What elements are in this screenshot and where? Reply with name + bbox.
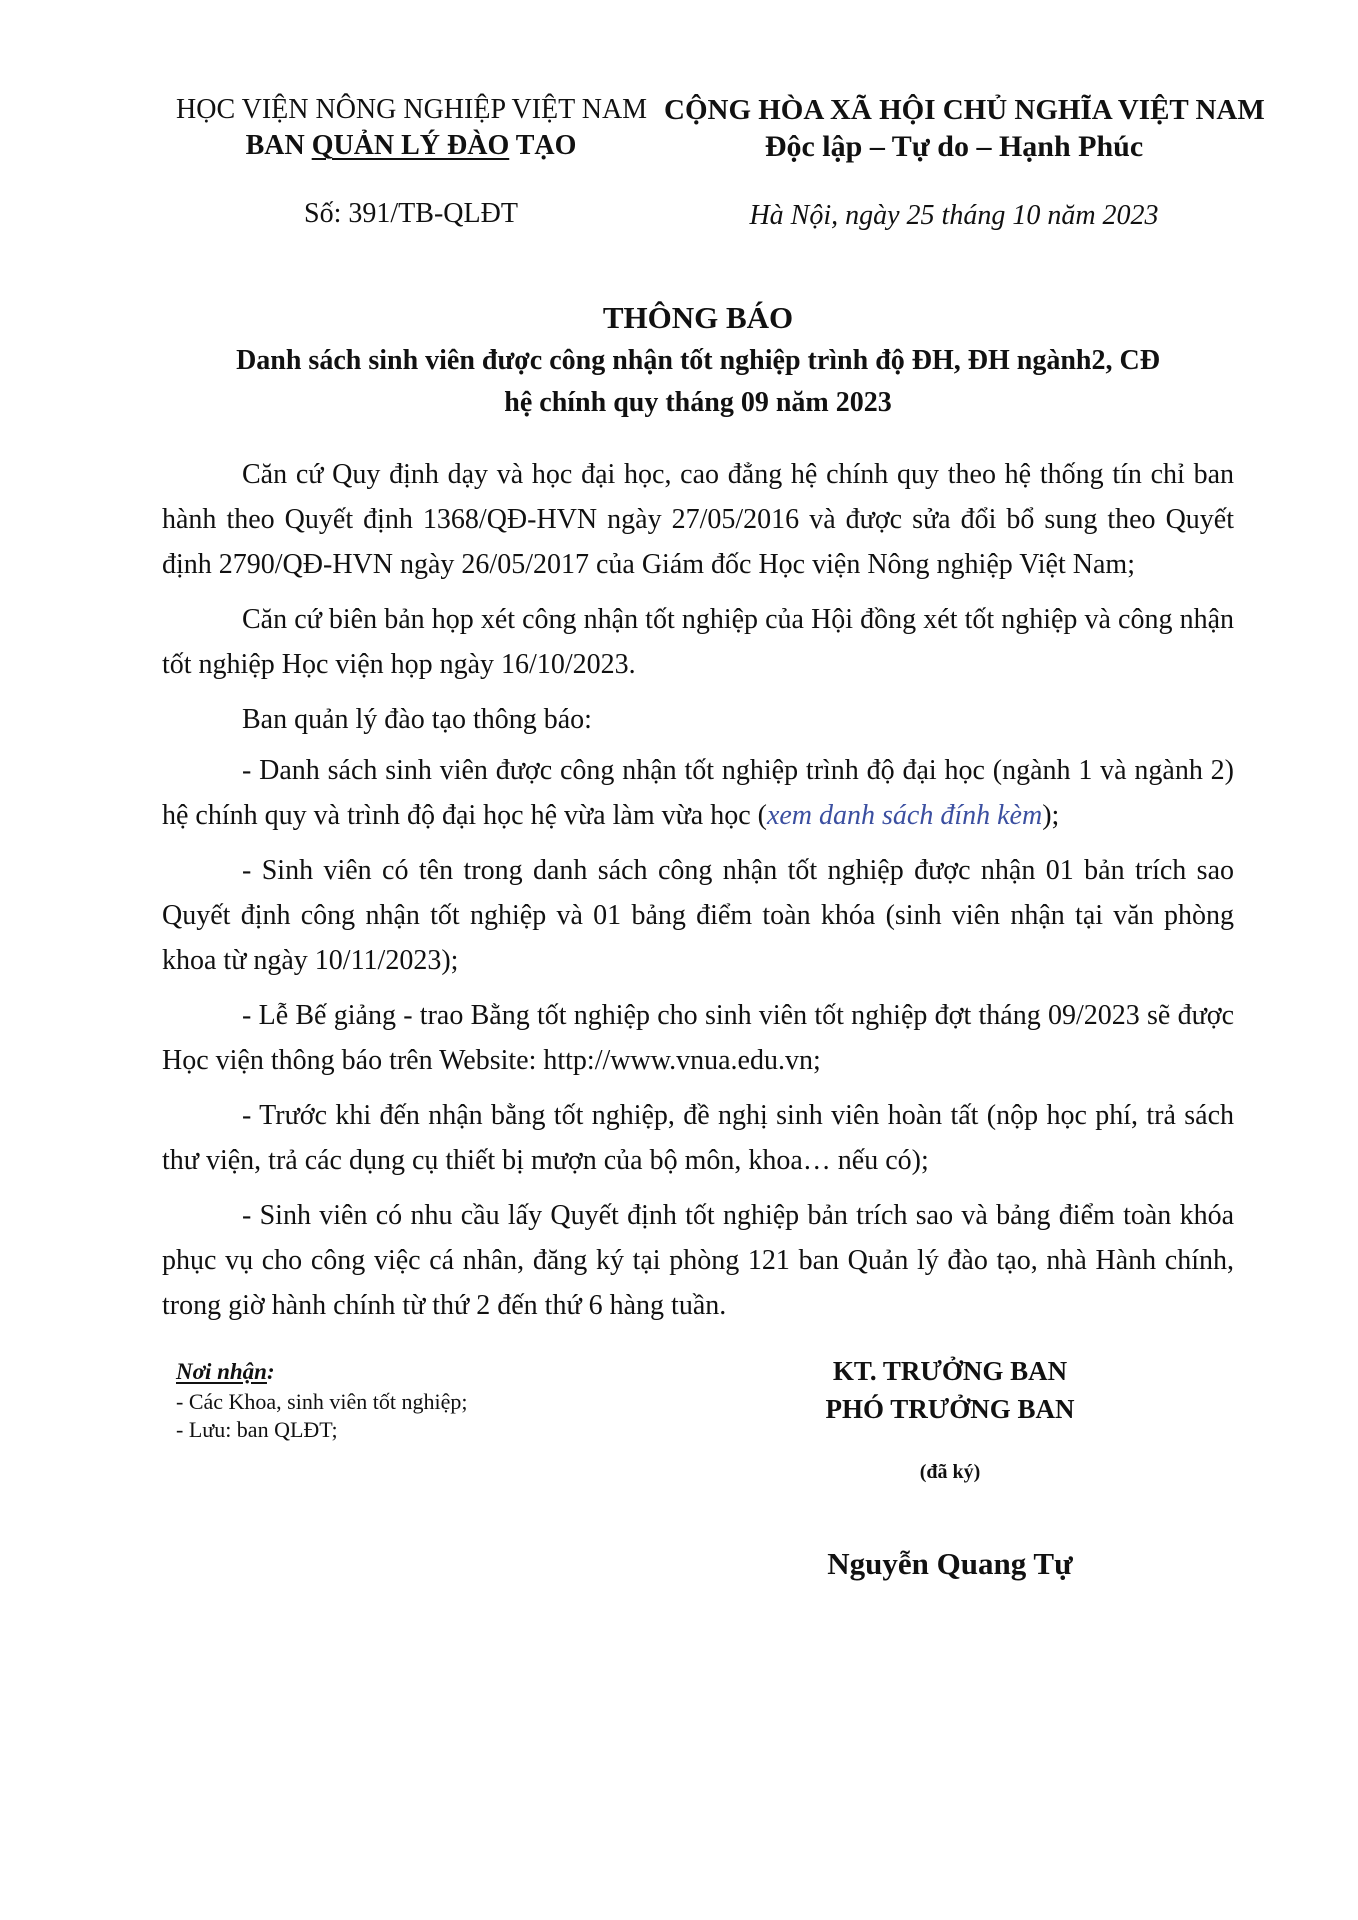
title-block xyxy=(160,296,1236,424)
national-motto: Độc lập – Tự do – Hạnh Phúc xyxy=(764,130,1144,163)
item-graduate-list xyxy=(162,748,1234,838)
org-department-underlined: QUẢN LÝ ĐÀO xyxy=(311,130,510,161)
org-department-suffix: TẠO xyxy=(509,130,577,161)
item-ceremony-end: ; xyxy=(812,1045,821,1076)
org-department xyxy=(176,128,646,164)
org-department-prefix: BAN xyxy=(245,130,312,161)
item-graduate-list-end: ); xyxy=(1042,800,1060,831)
paragraph-basis-regulation: Căn cứ Quy định dạy và học đại học, cao đẳng hệ chính quy theo hệ thống tín chỉ ban hành theo Quyết định 1368/QĐ-HVN ngày 27/05/2016 và được sửa đổi bổ sung theo Quyết định 2790/QĐ-HVN ngày 26/05/2017 của Giám đốc Học viện Nông nghiệp Việt Nam; xyxy=(162,459,1234,580)
website-link[interactable]: http://www.vnua.edu.vn xyxy=(543,1045,813,1076)
document-subtitle-line1: Danh sách sinh viên được công nhận tốt nghiệp trình độ ĐH, ĐH ngành2, CĐ xyxy=(236,345,1160,376)
attachment-link[interactable]: xem danh sách đính kèm xyxy=(766,800,1043,831)
recipients-block xyxy=(176,1356,636,1444)
paragraph-basis-meeting: Căn cứ biên bản họp xét công nhận tốt nghiệp của Hội đồng xét tốt nghiệp và công nhận tốt nghiệp Học viện họp ngày 16/10/2023. xyxy=(162,604,1234,680)
signer-role-secondary: PHÓ TRƯỞNG BAN xyxy=(825,1394,1075,1424)
document-number: Số: 391/TB-QLĐT xyxy=(304,198,518,229)
org-name: HỌC VIỆN NÔNG NGHIỆP VIỆT NAM xyxy=(176,94,648,125)
item-ceremony-text: - Lễ Bế giảng - trao Bằng tốt nghiệp cho sinh viên tốt nghiệp đợt tháng 09/2023 sẽ được Học viện thông báo trên Website: xyxy=(162,1000,1234,1076)
document-title: THÔNG BÁO xyxy=(602,300,794,335)
paragraph-announcement: Ban quản lý đào tạo thông báo: xyxy=(242,704,592,735)
nation-name: CỘNG HÒA XÃ HỘI CHỦ NGHĨA VIỆT NAM xyxy=(664,94,1265,126)
item-ceremony xyxy=(162,993,1234,1083)
issuing-organization xyxy=(176,92,646,164)
signer-role-primary: KT. TRƯỞNG BAN xyxy=(832,1356,1068,1386)
recipients-title-text: Nơi nhận xyxy=(176,1359,267,1384)
place-and-date: Hà Nội, ngày 25 tháng 10 năm 2023 xyxy=(749,200,1159,231)
signature-block xyxy=(760,1352,1140,1584)
item-graduate-list-text: - Danh sách sinh viên được công nhận tốt nghiệp trình độ đại học (ngành 1 và ngành 2) hệ chính quy và trình độ đại học hệ vừa làm vừa học ( xyxy=(162,755,1234,831)
item-transcript: - Sinh viên có tên trong danh sách công nhận tốt nghiệp được nhận 01 bản trích sao Quyết định công nhận tốt nghiệp và 01 bảng điểm toàn khóa (sinh viên nhận tại văn phòng khoa từ ngày 10/11/2023); xyxy=(162,855,1234,976)
item-extra-copies: - Sinh viên có nhu cầu lấy Quyết định tốt nghiệp bản trích sao và bảng điểm toàn khóa phục vụ cho công việc cá nhân, đăng ký tại phòng 121 ban Quản lý đào tạo, nhà Hành chính, trong giờ hành chính từ thứ 2 đến thứ 6 hàng tuần. xyxy=(162,1200,1234,1321)
item-clearance: - Trước khi đến nhận bằng tốt nghiệp, đề nghị sinh viên hoàn tất (nộp học phí, trả sách thư viện, trả các dụng cụ thiết bị mượn của bộ môn, khoa… nếu có); xyxy=(162,1100,1234,1176)
recipients-title-colon: : xyxy=(266,1359,275,1384)
document-subtitle-line2: hệ chính quy tháng 09 năm 2023 xyxy=(504,387,892,418)
national-heading xyxy=(664,92,1265,166)
recipients-title xyxy=(176,1356,636,1388)
signed-note: (đã ký) xyxy=(919,1461,981,1483)
document-body xyxy=(162,452,1234,1338)
signer-name: Nguyễn Quang Tự xyxy=(827,1546,1073,1581)
recipient-item: - Lưu: ban QLĐT; xyxy=(176,1417,338,1442)
recipient-item: - Các Khoa, sinh viên tốt nghiệp; xyxy=(176,1389,468,1414)
